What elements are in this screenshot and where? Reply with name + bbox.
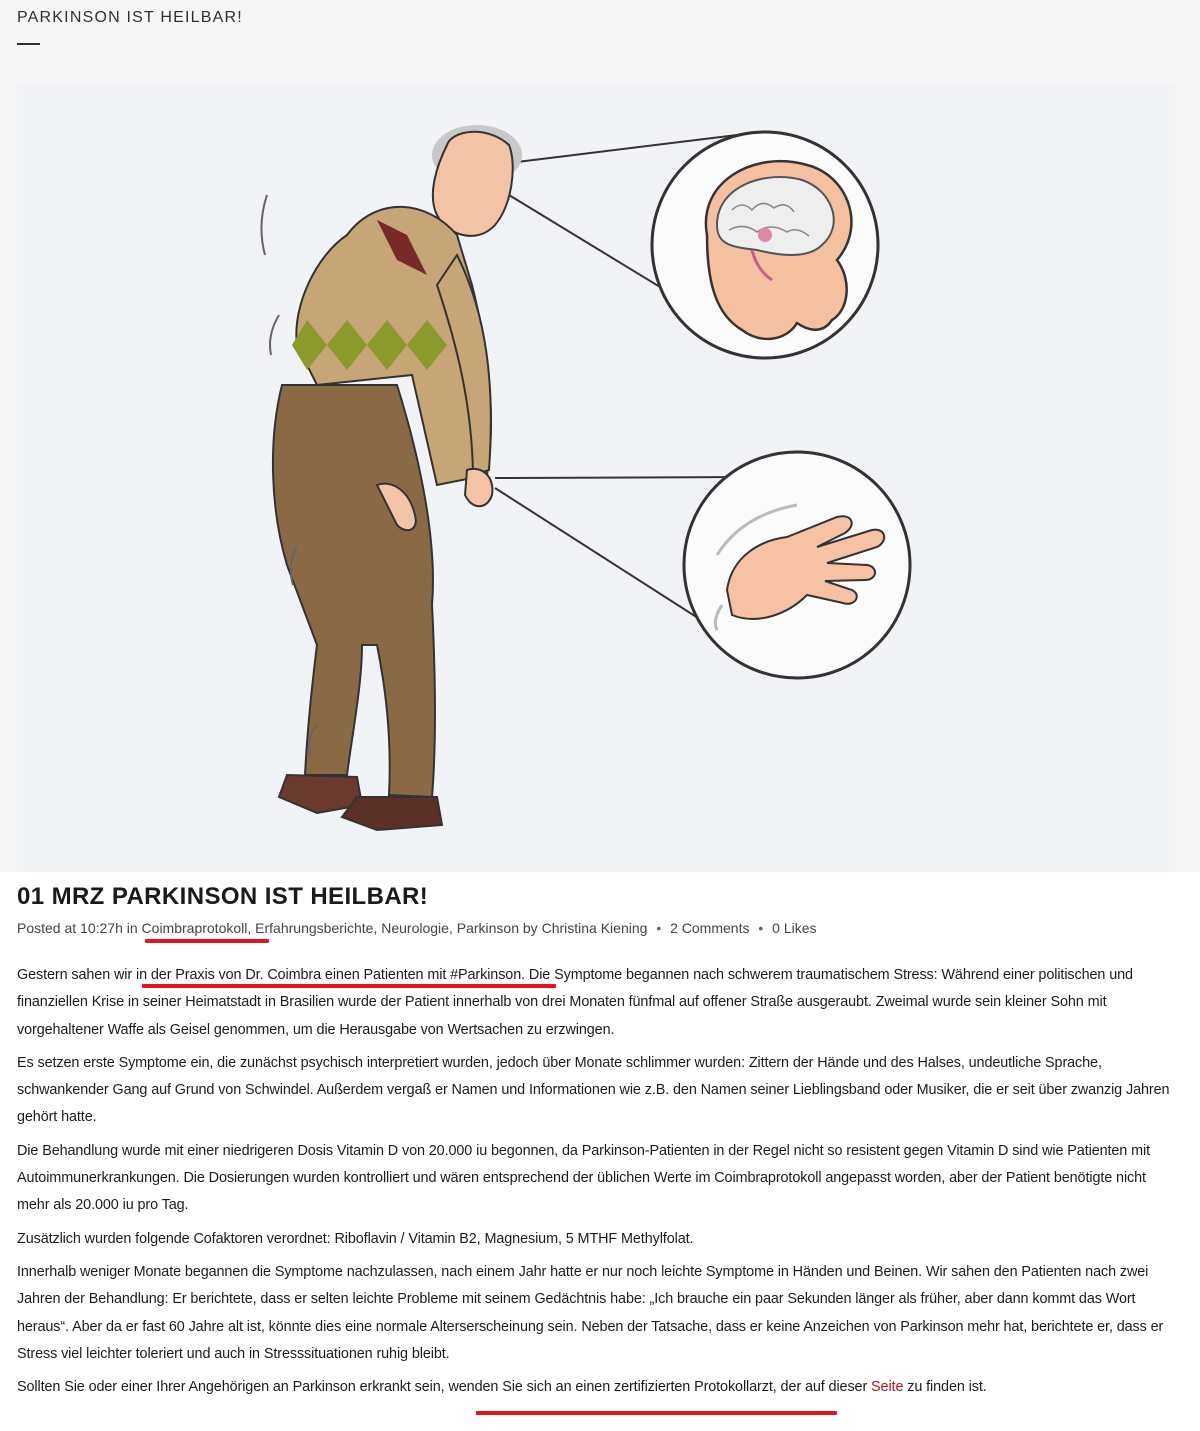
meta-separator: • (758, 920, 764, 936)
category-link-erfahrungsberichte[interactable]: Erfahrungsberichte (255, 920, 374, 936)
category-link-neurologie[interactable]: Neurologie (381, 920, 449, 936)
paragraph-1 (17, 962, 1177, 1044)
category-link-coimbraprotokoll[interactable]: Coimbraprotokoll (141, 920, 248, 936)
annotation-underline-category (145, 939, 269, 943)
paragraph-4: Zusätzlich wurden folgende Cofaktoren verordnet: Riboflavin / Vitamin B2, Magnesium, 5 MTHF Methylfolat. (17, 1230, 694, 1247)
comments-link[interactable]: 2 Comments (670, 920, 750, 936)
text-span: . Die Symptome begannen nach schwerem traumatischem Stress: Während einer politischen und finanziellen Krise in seiner Heimatstadt in Brasilien wurde der Patient innerhalb von drei Monaten fünfmal auf offener Straße ausgeraubt. Zweimal wurde sein kleiner Sohn mit vorgehaltener Waffe als Geisel genommen, um die Herausgabe von Wertsachen zu erzwingen. (17, 967, 1133, 1038)
text-span: Sollten Sie oder einer Ihrer Angehörigen an Parkinson erkrankt sein, (17, 1379, 449, 1396)
highlighted-text: in der Praxis von Dr. Coimbra einen Patienten mit #Parkinson (135, 967, 522, 983)
featured-image (17, 85, 1175, 872)
elderly-man-figure (261, 125, 522, 830)
post-meta: Posted at 10:27h in Coimbraprotokoll, Erfahrungsberichte, Neurologie, Parkinson by Christina Kiening • 2 Comments • 0 Likes (17, 920, 817, 936)
annotation-underline-praxis (142, 984, 556, 988)
meta-separator: • (656, 920, 662, 936)
likes-label: Likes (783, 920, 817, 936)
text-span: Gestern sahen wir (17, 967, 136, 983)
paragraph-2: Es setzen erste Symptome ein, die zunächst psychisch interpretiert wurden, jedoch über Monate schlimmer wurden: Zittern der Hände und des Halses, undeutliche Sprache, schwankender Gang auf Grund von Schwindel. Außerdem vergaß er Namen und Informationen wie z.B. den Namen seiner Lieblingsband oder Musiker, die er seit über zwanzig Jahren gehört hatte. (17, 1054, 1170, 1126)
post-content (17, 962, 1177, 1407)
post-title: 01 MRZ PARKINSON IST HEILBAR! (17, 883, 429, 910)
by-label: by (522, 920, 538, 936)
title-divider (17, 43, 40, 45)
category-link-parkinson[interactable]: Parkinson (456, 920, 519, 936)
paragraph-3: Die Behandlung wurde mit einer niedrigeren Dosis Vitamin D von 20.000 iu begonnen, da Parkinson-Patienten in der Regel nicht so resistent gegen Vitamin D sind wie Patienten mit Autoimmunerkrankungen. Die Dosierungen wurden kontrolliert und wären entsprechend der üblichen Werte im Coimbraprotokoll angepasst worden, aber der Patient benötigte nicht mehr als 20.000 iu pro Tag. (17, 1142, 1150, 1214)
site-title[interactable]: PARKINSON IST HEILBAR! (17, 9, 243, 26)
paragraph-6 (17, 1374, 1177, 1401)
likes-button[interactable] (772, 920, 816, 936)
annotation-underline-protokollarzt (476, 1411, 837, 1415)
trembling-hand-magnified-circle (684, 452, 910, 678)
parkinson-patient-illustration (17, 85, 1175, 872)
text-span: , der auf dieser (772, 1379, 872, 1396)
seite-link[interactable]: Seite (871, 1379, 904, 1396)
highlighted-text: wenden Sie sich an einen zertifizierten Protokollarzt (448, 1379, 773, 1396)
posted-at: Posted at 10:27h in (17, 920, 138, 936)
brain-magnified-circle (652, 132, 878, 358)
likes-count: 0 (772, 920, 780, 936)
text-span: zu finden ist. (903, 1379, 987, 1396)
paragraph-5: Innerhalb weniger Monate begannen die Symptome nachzulassen, nach einem Jahr hatte er nur noch leichte Symptome in Händen und Beinen. Wir sahen den Patienten nach zwei Jahren der Behandlung: Er berichtete, dass er selten leichte Probleme mit seinem Gedächtnis habe: „Ich brauche ein paar Sekunden länger als früher, aber dann kommt das Wort heraus“. Aber da er fast 60 Jahre alt ist, könnte dies eine normale Alterserscheinung sein. Neben der Tatsache, dass er keine Anzeichen von Parkinson mehr hat, berichtete er, dass er Stress viel leichter toleriert und auch in Stresssituationen ruhig bleibt. (17, 1263, 1164, 1362)
author-link[interactable]: Christina Kiening (541, 920, 648, 936)
